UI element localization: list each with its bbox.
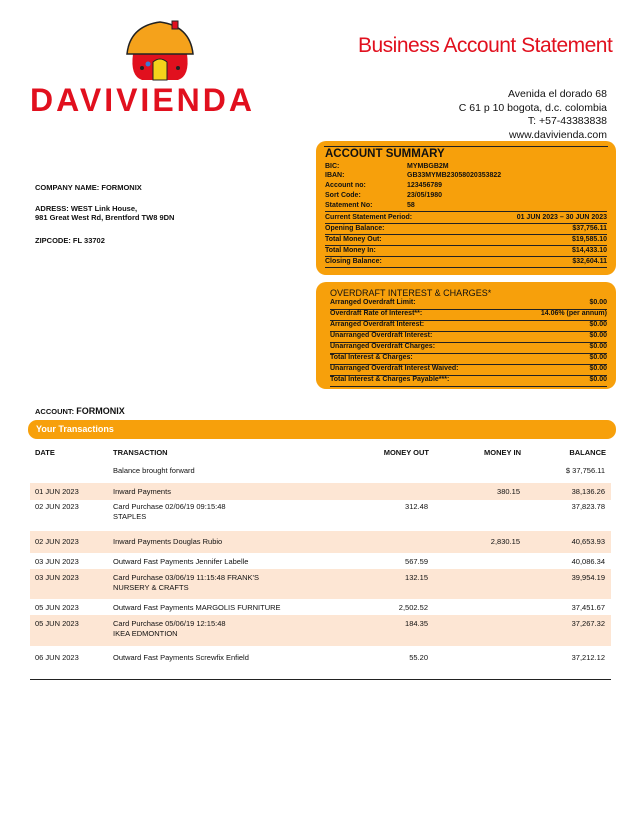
summary-total-row: Opening Balance: $37,756.11 [325,225,607,235]
summary-total-row: Closing Balance: $32,604.11 [325,258,607,268]
col-header-date: DATE [35,448,55,457]
table-bottom-divider [30,679,611,680]
account-summary-heading: ACCOUNT SUMMARY [325,148,445,160]
col-header-balance: BALANCE [569,448,606,457]
col-header-money-in: MONEY IN [484,448,521,457]
bank-address [459,88,607,142]
overdraft-row: Unarranged Overdraft Charges: $0.00 [330,343,607,354]
summary-detail-row: Account no: 123456789 [325,182,443,189]
overdraft-row: Total Interest & Charges: $0.00 [330,354,607,365]
summary-detail-row: BIC: MYMBGB2M [325,163,449,170]
address-line: C 61 p 10 bogota, d.c. colombia [458,101,607,114]
address-line: Avenida el dorado 68 [507,88,607,100]
summary-detail-row: IBAN: GB33MYMB23058020353822 [325,172,502,179]
table-row: 05 JUN 2023 Outward Fast Payments MARGOLIS FURNITURE 2,502.52 37,451.67 [35,603,605,612]
brand-name: DAVIVIENDA [30,82,255,118]
summary-total-row: Total Money In: $14,433.10 [325,247,607,257]
table-row: Balance brought forward $ 37,756.11 [113,466,605,475]
overdraft-row: Arranged Overdraft Interest: $0.00 [330,321,607,332]
transactions-title: Your Transactions [36,424,114,434]
table-row: 05 JUN 2023 Card Purchase 05/06/19 12:15:48 IKEA EDMONTION 184.35 37,267.32 [30,615,611,646]
phone-line: T: +57-43383838 [527,115,607,127]
col-header-transaction: TRANSACTION [113,448,168,457]
overdraft-box [316,282,616,389]
col-header-money-out: MONEY OUT [383,448,429,457]
company-name: COMPANY NAME: FORMONIX [35,183,142,192]
overdraft-row: Arranged Overdraft Limit: $0.00 [330,299,607,310]
account-name: FORMONIX [76,406,125,416]
overdraft-row: Unarranged Overdraft Interest: $0.00 [330,332,607,343]
summary-total-row: Total Money Out: $19,585.10 [325,236,607,246]
overdraft-row: Total Interest & Charges Payable***: $0.00 [330,376,607,387]
summary-detail-row: Sort Code: 23/05/1980 [325,192,443,199]
company-address-line1: ADRESS: WEST Link House, [35,204,138,213]
table-row: 03 JUN 2023 Outward Fast Payments Jennifer Labelle 567.59 40,086.34 [35,557,605,566]
overdraft-row: Overdraft Rate of Interest**: 14.06% (per annum) [330,310,607,321]
account-summary-box [316,141,616,275]
table-row: 02 JUN 2023 Inward Payments Douglas Rubio 2,830.15 40,653.93 [30,531,611,553]
table-row: 02 JUN 2023 Card Purchase 02/06/19 09:15:48 STAPLES 312.48 37,823.78 [35,502,605,521]
overdraft-heading: OVERDRAFT INTEREST & CHARGES* [330,288,492,298]
summary-total-row: Current Statement Period: 01 JUN 2023 – 30 JUN 2023 [325,214,607,224]
transactions-header-bar [28,420,616,439]
table-row: 06 JUN 2023 Outward Fast Payments Screwfix Enfield 55.20 37,212.12 [35,653,605,662]
account-label: ACCOUNT: FORMONIX [35,406,125,416]
company-zipcode: ZIPCODE: FL 33702 [35,236,105,245]
table-row: 03 JUN 2023 Card Purchase 03/06/19 11:15:48 FRANK'S NURSERY & CRAFTS 132.15 39,954.19 [30,569,611,599]
overdraft-row: Unarranged Overdraft Interest Waived: $0.00 [330,365,607,376]
company-address-line2: 981 Great West Rd, Brentford TW8 9DN [35,213,175,222]
table-row: 01 JUN 2023 Inward Payments 380.15 38,136.26 [30,483,611,500]
summary-detail-row: Statement No: 58 [325,202,607,212]
statement-title: Business Account Statement [358,34,613,57]
website-link[interactable]: www.davivienda.com [508,128,607,141]
